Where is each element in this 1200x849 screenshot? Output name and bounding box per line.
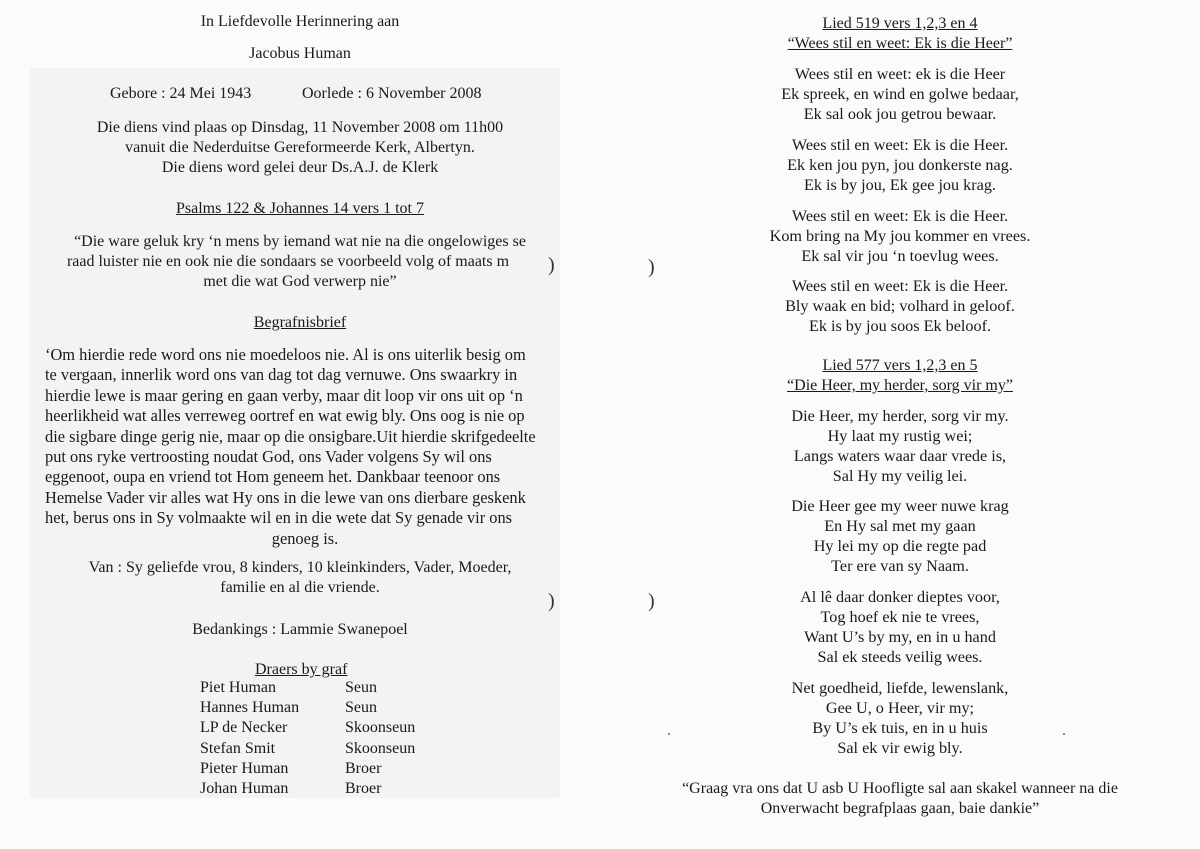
service-line-1: Die diens vind plaas op Dinsdag, 11 November 2008 om 11h00	[96, 119, 504, 136]
service-line-2: vanuit die Nederduitse Gereformeerde Kerk, Albertyn.	[125, 139, 475, 156]
verse-line: Die Heer, my herder, sorg vir my.	[791, 407, 1009, 425]
verse-line: Wees stil en weet: Ek is die Heer.	[791, 277, 1009, 295]
verse-line: Ek is by jou soos Ek beloof.	[808, 317, 992, 335]
service-line-3: Die diens word gelei deur Ds.A.J. de Klerk	[161, 159, 439, 176]
verse-line: Wees stil en weet: Ek is die Heer.	[791, 207, 1009, 225]
right-page	[600, 0, 1200, 849]
hymn2-stanza	[600, 678, 1200, 758]
bearer-relation: Seun	[345, 679, 377, 696]
verse-line: Gee U, o Heer, vir my;	[825, 699, 975, 717]
quote-line-3: met die wat God verwerp nie”	[203, 273, 397, 290]
quote-line-1: “Die ware geluk kry ‘n mens by iemand wat nie na die ongelowiges se	[74, 233, 526, 250]
hymn1-stanza	[600, 135, 1200, 195]
punch-mark: )	[648, 590, 655, 612]
letter-line: ‘Om hierdie rede word ons nie moedeloos nie. Al is ons uiterlik besig om	[45, 345, 526, 364]
letter-line: het, berus ons in Sy volmaakte wil en in die wete dat Sy genade vir ons	[45, 508, 513, 528]
verse-line: Sal Hy my veilig lei.	[832, 467, 968, 485]
bearer-relation: Broer	[345, 759, 382, 777]
hymn2-heading: Lied 577 vers 1,2,3 en 5	[822, 357, 978, 374]
verse-line: Langs waters waar daar vrede is,	[793, 447, 1007, 465]
verse-line: Hy lei my op die regte pad	[813, 537, 987, 555]
verse-line: Wees stil en weet: ek is die Heer	[794, 65, 1006, 83]
letter-line: te vergaan, innerlik word ons van dag tot dag vernuwe. Ons swaarkry in	[45, 365, 518, 385]
verse-line: Ek is by jou, Ek gee jou krag.	[804, 176, 996, 194]
hymn2-title: “Die Heer, my herder, sorg vir my”	[787, 377, 1013, 394]
verse-line: Ek spreek, en wind en golwe bedaar,	[781, 85, 1019, 103]
death-date: Oorlede : 6 November 2008	[302, 85, 482, 102]
closing-line-2: Onverwacht begrafplaas gaan, baie dankie”	[760, 800, 1040, 817]
letter-line: genoeg is.	[271, 528, 339, 548]
bearer-relation: Broer	[345, 780, 382, 798]
bearers-heading: Draers by graf	[255, 661, 348, 678]
letter-line: hierdie lewe is maar gering en gaan verby, maar dit loop vir ons uit op ‘n	[45, 385, 523, 405]
verse-line: Ek sal ook jou getrou bewaar.	[803, 105, 997, 123]
bearer-row	[200, 759, 460, 779]
letter-line: die sigbare dinge gerig nie, maar op die onsigbare.Uit hierdie skrifgedeelte	[45, 426, 536, 446]
verse-line: Net goedheid, liefde, lewenslank,	[791, 679, 1009, 697]
hymn1-stanza	[600, 64, 1200, 124]
from-line-2: familie en al die vriende.	[220, 579, 380, 596]
bearer-row	[200, 678, 460, 698]
verse-line: Hy laat my rustig wei;	[827, 427, 973, 445]
acknowledgement: Bedankings : Lammie Swanepoel	[192, 621, 408, 638]
bearer-name: LP de Necker	[200, 719, 288, 737]
bearer-name: Pieter Human	[200, 759, 289, 777]
letter-line: heerlikheid wat alles verreweg oortref en wat ewig bly. Ons oog is nie op	[45, 406, 525, 426]
verse-line: Die Heer gee my weer nuwe krag	[791, 497, 1009, 515]
punch-mark: )	[548, 254, 555, 276]
bearer-name: Hannes Human	[200, 699, 300, 717]
verse-line: Sal ek vir ewig bly.	[837, 739, 963, 757]
scan-speck	[668, 733, 670, 735]
memorial-intro: In Liefdevolle Herinnering aan	[200, 13, 400, 30]
hymn2-stanza	[600, 406, 1200, 486]
bearer-relation: Seun	[345, 699, 377, 717]
verse-line: By U’s ek tuis, en in u huis	[812, 719, 988, 737]
deceased-name: Jacobus Human	[249, 45, 351, 62]
scripture-heading: Psalms 122 & Johannes 14 vers 1 tot 7	[176, 200, 424, 217]
verse-line: Ek ken jou pyn, jou donkerste nag.	[787, 156, 1013, 174]
bearer-relation: Skoonseun	[345, 719, 416, 737]
hymn1-title: “Wees stil en weet: Ek is die Heer”	[787, 35, 1013, 52]
verse-line: Sal ek steeds veilig wees.	[817, 648, 983, 666]
letter-line: put ons ryke vertroosting noudat God, ons Vader volgens Sy wil ons	[45, 447, 492, 467]
from-line-1: Van : Sy geliefde vrou, 8 kinders, 10 kleinkinders, Vader, Moeder,	[88, 559, 512, 576]
verse-line: Tog hoef ek nie te vrees,	[820, 608, 980, 626]
bearer-name: Johan Human	[200, 780, 289, 798]
verse-line: Ter ere van sy Naam.	[831, 557, 969, 575]
letter-heading: Begrafnisbrief	[253, 314, 347, 331]
hymn1-stanza	[600, 276, 1200, 336]
hymn2-stanza	[600, 496, 1200, 576]
scan-speck	[1063, 733, 1065, 735]
bearer-row	[200, 779, 460, 799]
verse-line: Bly waak en bid; volhard in geloof.	[785, 297, 1015, 315]
letter-line: eggenoot, oupa en vriend tot Hom geneem het. Dankbaar teenoor ons	[45, 467, 501, 487]
bearer-name: Piet Human	[200, 679, 276, 696]
bearer-relation: Skoonseun	[345, 739, 416, 757]
verse-line: Al lê daar donker dieptes voor,	[800, 588, 1000, 606]
verse-line: Ek sal vir jou ‘n toevlug wees.	[801, 247, 999, 265]
hymn2-stanza	[600, 587, 1200, 667]
bearer-row	[200, 698, 460, 718]
birth-date: Gebore : 24 Mei 1943	[110, 85, 252, 102]
closing-line-1: “Graag vra ons dat U asb U Hoofligte sal aan skakel wanneer na die	[682, 780, 1118, 797]
verse-line: En Hy sal met my gaan	[824, 517, 976, 535]
verse-line: Wees stil en weet: Ek is die Heer.	[791, 136, 1009, 154]
bearers-list	[200, 678, 460, 799]
hymn1-heading: Lied 519 vers 1,2,3 en 4	[822, 15, 978, 32]
hymn1-stanza	[600, 206, 1200, 266]
punch-mark: )	[648, 256, 655, 278]
letter-line: Hemelse Vader vir alles wat Hy ons in die lewe van ons dierbare geskenk	[45, 487, 526, 507]
punch-mark: )	[548, 590, 555, 612]
bearer-row	[200, 739, 460, 759]
verse-line: Kom bring na My jou kommer en vrees.	[769, 227, 1031, 245]
verse-line: Want U’s by my, en in u hand	[804, 628, 996, 646]
quote-line-2: raad luister nie en ook nie die sondaars se voorbeeld volg of maats m	[66, 253, 510, 270]
bearer-name: Stefan Smit	[200, 739, 276, 757]
bearer-row	[200, 718, 460, 738]
funeral-letter	[45, 345, 565, 549]
